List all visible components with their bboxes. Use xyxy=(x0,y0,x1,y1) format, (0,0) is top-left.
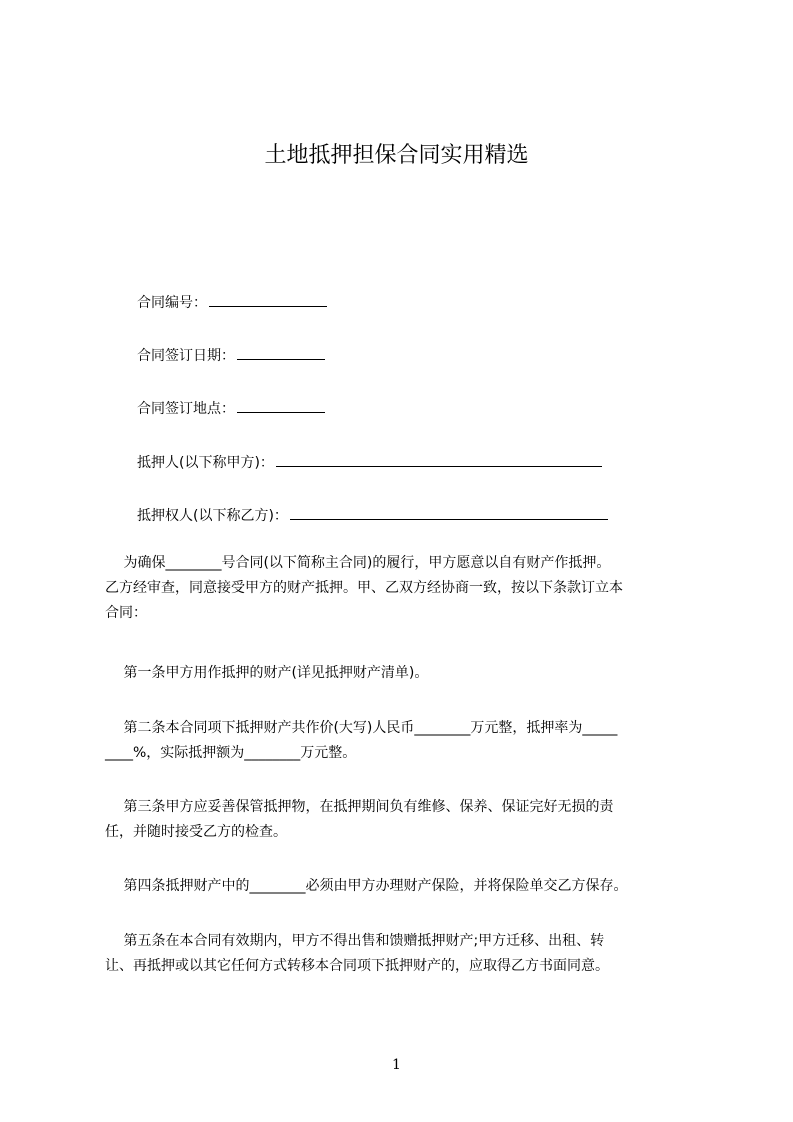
paragraph-line: 第五条在本合同有效期内，甲方不得出售和馈赠抵押财产;甲方迁移、出租、转 xyxy=(105,933,605,949)
paragraph-line: 第四条抵押财产中的________必须由甲方办理财产保险，并将保险单交乙方保存。 xyxy=(105,878,628,894)
paragraph-line: 让、再抵押或以其它任何方式转移本合同项下抵押财产的，应取得乙方书面同意。 xyxy=(105,958,609,974)
paragraph-line: 第二条本合同项下抵押财产共作价(大写)人民币________万元整，抵押率为_____ xyxy=(105,720,618,736)
sign-place-label: 合同签订地点： xyxy=(137,401,235,417)
sign-date-field xyxy=(137,345,325,366)
mortgagor-blank xyxy=(276,452,602,467)
article-3-paragraph xyxy=(105,795,701,845)
page-number: 1 xyxy=(392,1057,401,1073)
paragraph-line: 合同： xyxy=(105,605,147,621)
document-title: 土地抵押担保合同实用精选 xyxy=(264,143,529,168)
contract-number-field xyxy=(137,292,327,313)
paragraph-line: 为确保________号合同(以下简称主合同)的履行，甲方愿意以自有财产作抵押。 xyxy=(105,555,611,571)
mortgagor-label: 抵押人(以下称甲方)： xyxy=(137,455,274,471)
article-2-paragraph xyxy=(105,716,701,766)
mortgagee-field xyxy=(137,505,608,526)
mortgagee-blank xyxy=(290,505,608,520)
mortgagor-field xyxy=(137,452,602,473)
preamble-paragraph xyxy=(105,551,701,626)
sign-date-blank xyxy=(237,345,325,360)
paragraph-line: 第三条甲方应妥善保管抵押物，在抵押期间负有维修、保养、保证完好无损的责 xyxy=(105,799,614,815)
paragraph-line: 乙方经审查，同意接受甲方的财产抵押。甲、乙双方经协商一致，按以下条款订立本 xyxy=(105,580,623,596)
paragraph-line: 第一条甲方用作抵押的财产(详见抵押财产清单)。 xyxy=(105,665,429,681)
sign-date-label: 合同签订日期： xyxy=(137,348,235,364)
paragraph-line: 任，并随时接受乙方的检查。 xyxy=(105,824,287,840)
article-4-paragraph xyxy=(105,874,701,899)
contract-number-blank xyxy=(209,292,327,307)
article-1-paragraph xyxy=(105,661,701,686)
article-5-paragraph xyxy=(105,929,701,979)
sign-place-blank xyxy=(237,398,325,413)
contract-number-label: 合同编号： xyxy=(137,295,207,311)
paragraph-line: ____%，实际抵押额为________万元整。 xyxy=(105,745,357,761)
mortgagee-label: 抵押权人(以下称乙方)： xyxy=(137,508,288,524)
sign-place-field xyxy=(137,398,325,419)
